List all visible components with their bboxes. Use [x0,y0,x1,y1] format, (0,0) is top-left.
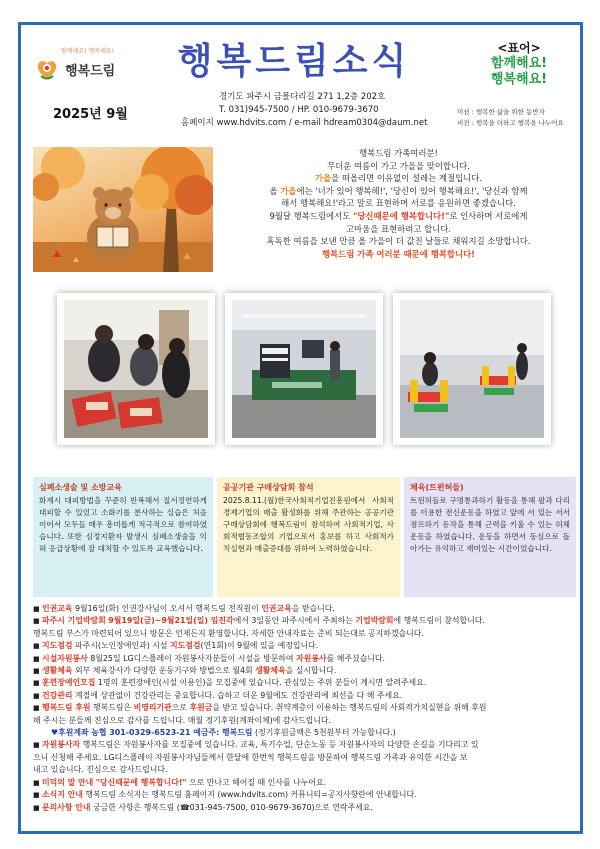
greeting-line [221,210,576,223]
news-continuation: 행복드림 부스가 마련되어 있으니 방문은 언제든지 환영합니다. 자세한 안내자료는 준비 되는대로 공지하겠습니다. [33,628,424,638]
photo-cpr-training [57,293,215,445]
mission: 미션 : 행복한 삶을 위한 동반자 [457,108,545,116]
activity-body: 2025.8.11.(월)한국사회적기업진흥원에서 사회적경제기업의 매출 활성화를 위해 주관하는 공공기관 구매상담회에 행복드림이 참석하여 사회적기업, 사회적협동조합의 기업으로서 홍보를 하고 사회적가치실현과 매출증대를 위하여 노력하였습니다. [223,496,394,553]
activity-title: 체육(트윈허들) [410,483,464,492]
logo-name: 행복드림 [65,63,116,79]
activity-body: 트윈허들로 구명통과하기 활동을 통해 팔과 다리를 이용한 전신운동을 하였고 앞에 서 있는 서서 점프하기 동작을 통해 근력을 키울 수 있는 허체운동을 하였습니다. 운동을 하면서 동심으로 돌아가는 유익하고 재미있는 시간이었습니다. [410,496,570,553]
news-continuation: 으니 신청해 주세요. LG디스플레이 자원봉사자님들께서 한달에 한번씩 행복드림을 방문하여 행복드림 가족과 유익한 시간을 보 [33,752,468,762]
news-text: 파주시(노인장애인과) 시설 [72,641,171,651]
news-item-greeting-words [33,777,578,789]
news-list [33,603,578,814]
news-text: 궁금한 사항은 행복드림 (☎031-945-7500, 010-9679-3670)으로 연락주세요. [90,802,373,812]
news-text: (연1회)이 9월에 있을 예정입니다. [200,641,319,651]
news-item-newsletter [33,789,578,801]
greeting-text: 에는 '너가 있어 행복해!', '당신이 있어 행복해요!', '당신과 함께 [296,185,528,196]
greeting-line [221,185,576,198]
news-text: 8월25일 LG디스플레이 자원봉사자분들이 시설을 방문하여 [87,653,297,663]
news-keyword: 행복드림 후원 [42,703,91,713]
news-keyword: 비영리기관 [133,703,172,713]
greeting-text: 올 [269,185,281,196]
photo-purchase-fair [225,293,383,445]
activity-body: 화재시 대피방법을 꾸준히 반복해서 질서정연하게 대피할 수 있었고 소화기를 분사하는 실습은 처음이어서 모두들 매우 흥미롭게 적극적으로 참여하였습니다. 또한 심정지환자 발생시 심폐소생술을 익혀 응급상황에 잘 대처할 수 있도록 교육했습니다. [39,496,207,553]
activity-box-purchase-fair [217,477,400,597]
newsletter-page [18,22,583,834]
cpr-training-image [64,300,208,438]
news-text: 를 해주셨습니다. [326,653,385,663]
news-text: 행복드림은 [90,703,134,713]
news-item-sports [33,665,578,677]
news-text: 을 받습니다. [291,604,335,613]
motto [459,39,579,88]
news-keyword: 지도점검 [170,641,201,651]
activity-title: 공공기관 구매상담회 참석 [223,483,314,492]
news-item-health [33,690,578,702]
news-keyword: 후원금 [189,703,213,713]
news-text: 으로 만나고 헤어질 때 인사를 나누어요. [186,777,327,787]
greeting-text: 9월달 행복드림에서도 [269,210,353,221]
greeting-quote: "당신때문에 행복합니다!" [352,210,450,221]
mission-vision [457,107,564,129]
news-keyword: 파주시 기업박람회 [42,616,106,626]
phone: T. 031)945-7500 / HP. 010-9679-3670 [219,105,379,115]
logo-icon [33,55,61,83]
highlight-autumn: 가을 [314,173,332,184]
greeting-line: 혹독한 여름을 보낸 만큼 올 가을이 더 값진 날들로 채워지길 소망합니다. [266,236,531,247]
news-keyword: 자원봉사 [296,653,327,663]
logo-tagline: 함께해요! 행복해요! [61,48,115,55]
news-text: 을 실시합니다. [285,666,337,676]
news-keyword: 건강관리 [42,690,73,700]
news-continuation: 해 주시는 분들께 진심으로 감사를 드립니다. 매월 정기후원(계좌이체)에 감사드립니다. [33,715,332,725]
photo-twin-hurdle [393,293,551,445]
news-continuation: 내고 있습니다. 진심으로 감사드립니다. [33,765,168,775]
news-keyword: 9월19일(금)~9월21일(일) 임진각 [108,616,234,626]
news-keyword: "당신때문에 행복합니다!" [95,777,187,787]
news-keyword: 인권교육 [261,604,292,613]
news-keyword: 생활체육 [42,666,73,676]
news-text: 계절에 상관없이 건강관리는 중요합니다. 습하고 더운 9월에도 건강관리에 최선을 다 해 주세요. [72,690,403,700]
news-keyword: 인권교육 [42,604,73,613]
news-item-volunteer-visit [33,653,578,665]
autumn-bear-illustration [33,147,213,272]
news-keyword: 생활체육 [255,666,286,676]
greeting-text: 로 인사하며 서로에게 [449,210,528,221]
greeting-message [221,147,576,260]
news-item-donation [33,702,578,714]
news-text: 9월16일(화) 인권강사님이 오셔서 행복드림 전직원이 [72,604,262,613]
account-note: (정기후원금액은 5천원부터 가능합니다.) [252,728,396,738]
news-text: 에서 3일동안 파주시에서 주최하는 [233,616,356,626]
motto-line-2: 행복해요! [490,72,548,87]
logo [33,48,116,83]
greeting-line: 무더운 여름이 가고 가을을 맞이합니다. [327,160,470,171]
motto-label: <표어> [497,41,541,55]
donation-account [33,727,578,739]
highlight-autumn: 가을 [280,185,297,196]
web-email: 홈페이지 www.hdvits.com / e-mail hdream0304@daum.net [181,118,428,128]
news-text: 행복드림 소식지는 행복드림 홈페이지 (www.hdvits.com) 커뮤니티=공지사항란에 안내합니다. [82,790,417,800]
vision: 비전 : 행복을 더하고 행복을 나누어요 [457,119,564,127]
news-item-job-fair [33,615,578,627]
address: 경기도 파주시 금몰다리길 271 1,2층 202호 [219,92,386,102]
news-item-human-rights [33,603,578,615]
news-keyword: 미덕의 말 안내 [42,777,94,787]
account-info: ♥후원계좌 농협 301-0329-6523-21 예금주: 행복드림 [51,728,253,738]
news-text: 외부 체육강사가 다양한 운동기구와 방법으로 월4회 [72,666,256,676]
greeting-line [221,172,576,185]
newsletter-title: 행복드림소식 [177,41,411,82]
contact-info [171,91,461,130]
news-text: 을 받고 있습니다. 취약계층이 이용하는 행복드림의 사회적가치실현을 위해 후원 [212,703,487,713]
news-text: 으로 [171,703,190,713]
news-item-inspection [33,640,578,652]
greeting-text: 을 떠올리면 이유없이 설레는 계절입니다. [331,173,483,184]
news-item-volunteers [33,739,578,751]
news-keyword: 자원봉사자 [42,740,81,750]
news-keyword: 훈련장애인모집 [42,678,96,688]
greeting-line: 해서 행복해요!'라고 말로 표현하며 서로를 응원하면 좋겠습니다. [281,198,516,209]
news-item-inquiry [33,802,578,814]
activity-box-twin-hurdle [404,477,576,597]
motto-line-1: 함께해요! [490,56,548,71]
header [21,25,580,140]
greeting-closing: 행복드림 가족 여러분 때문에 행복합니다! [321,248,475,259]
news-keyword: 시설자원봉사 [42,653,88,663]
news-keyword: 문의사항 안내 [42,802,91,812]
news-keyword: 소식지 안내 [42,790,83,800]
news-text: 에 행복드림이 참석합니다. [393,616,485,626]
greeting-line: 고마움을 표현하려고 합니다. [345,223,452,234]
news-keyword: 기업박람회 [355,616,394,626]
news-text: 1명의 훈련장애인(시설 이용인)을 모집중에 있습니다. 관심있는 주위 분들이 계시면 알려주세요. [95,678,427,688]
purchase-fair-image [232,300,376,438]
activity-box-cpr [33,477,213,597]
greeting-line: 행복드림 가족여러분! [359,148,438,158]
issue-date: 2025년 9월 [53,107,128,122]
news-keyword: 지도점검 [42,641,73,651]
activity-title: 심폐소생술 및 소방교육 [39,483,122,492]
news-text: 행복드림은 자원봉사자를 모집중에 있습니다. 교육, 특기수업, 단순노동 등 자원봉사자의 다양한 손길을 기다리고 있 [80,740,479,750]
news-item-recruitment [33,677,578,689]
twin-hurdle-image [400,300,544,438]
